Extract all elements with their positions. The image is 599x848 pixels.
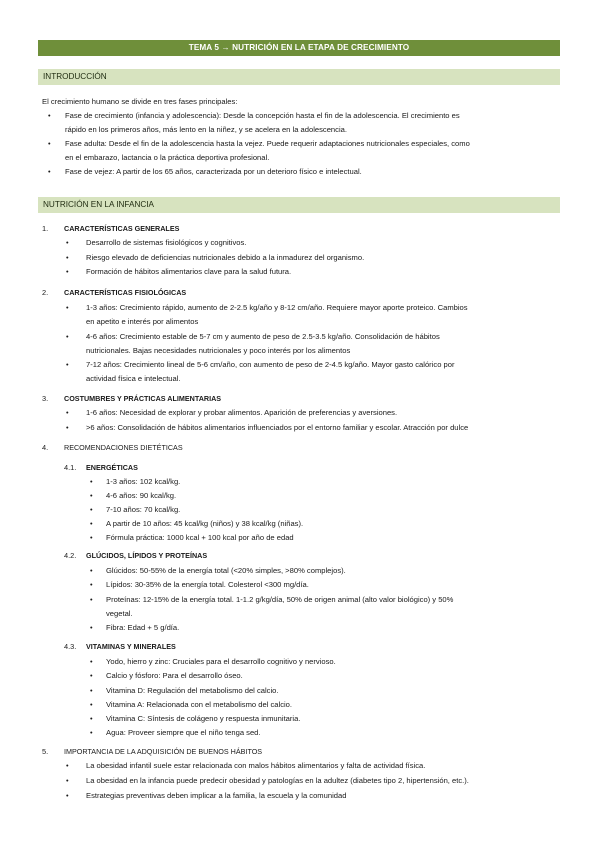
bullet-dot: • xyxy=(66,423,69,432)
bullet-dot: • xyxy=(90,580,93,589)
list-item: Desarrollo de sistemas fisiológicos y cognitivos. xyxy=(86,238,247,247)
list-item: Estrategias preventivas deben implicar a la familia, la escuela y la comunidad xyxy=(86,791,347,800)
subsection-title: VITAMINAS Y MINERALES xyxy=(86,642,176,651)
bullet-dot: • xyxy=(48,139,51,148)
list-item: Agua: Proveer siempre que el niño tenga sed. xyxy=(106,728,261,737)
list-item: Riesgo elevado de deficiencias nutricionales debido a la inmadurez del organismo. xyxy=(86,253,365,262)
bullet-dot: • xyxy=(90,595,93,604)
bullet-dot: • xyxy=(48,167,51,176)
section-header-infancia: NUTRICIÓN EN LA INFANCIA xyxy=(38,197,560,213)
bullet-dot: • xyxy=(66,776,69,785)
bullet-dot: • xyxy=(66,761,69,770)
list-item: La obesidad en la infancia puede predecir obesidad y patologías en la adultez (diabetes tipo 2, hipertensión, etc.). xyxy=(86,776,469,785)
list-item: Calcio y fósforo: Para el desarrollo óseo. xyxy=(106,671,243,680)
subsection-title: GLÚCIDOS, LÍPIDOS Y PROTEÍNAS xyxy=(86,551,208,560)
intro-item: Fase adulta: Desde el fin de la adolescencia hasta la vejez. Puede requerir adaptaciones nutricionales especiales, como xyxy=(65,139,470,148)
intro-item: Fase de crecimiento (infancia y adolescencia): Desde la concepción hasta el fin de la adolescencia. El crecimiento es xyxy=(65,111,460,120)
bullet-dot: • xyxy=(66,267,69,276)
bullet-dot: • xyxy=(90,686,93,695)
list-item: 1-6 años: Necesidad de explorar y probar alimentos. Aparición de preferencias y aversiones. xyxy=(86,408,398,417)
bullet-dot: • xyxy=(90,700,93,709)
list-item: La obesidad infantil suele estar relacionada con malos hábitos alimentarios y falta de actividad física. xyxy=(86,761,426,770)
bullet-dot: • xyxy=(66,238,69,247)
bullet-dot: • xyxy=(66,253,69,262)
subsection-title: CARACTERÍSTICAS GENERALES xyxy=(64,224,180,233)
list-item: Vitamina A: Relacionada con el metabolismo del calcio. xyxy=(106,700,293,709)
document-title: TEMA 5 → NUTRICIÓN EN LA ETAPA DE CRECIMIENTO xyxy=(38,40,560,56)
intro-item-cont: rápido en los primeros años, más lento en la niñez, y se acelera en la adolescencia. xyxy=(65,125,347,134)
intro-lead: El crecimiento humano se divide en tres fases principales: xyxy=(42,97,238,106)
bullet-dot: • xyxy=(90,519,93,528)
intro-item: Fase de vejez: A partir de los 65 años, caracterizada por un deterioro físico e intelectual. xyxy=(65,167,362,176)
list-item: 7-12 años: Crecimiento lineal de 5-6 cm/año, con aumento de peso de 2-4.5 kg/año. Mayor gasto calórico por xyxy=(86,360,455,369)
list-item: Glúcidos: 50-55% de la energía total (<20% simples, >80% complejos). xyxy=(106,566,346,575)
bullet-dot: • xyxy=(66,360,69,369)
list-item: >6 años: Consolidación de hábitos alimentarios influenciados por el entorno familiar y escolar. Atracción por dulce xyxy=(86,423,469,432)
intro-item-cont: en el embarazo, lactancia o la práctica deportiva profesional. xyxy=(65,153,270,162)
subsection-number: 4.1. xyxy=(64,463,77,472)
list-item: Proteínas: 12-15% de la energía total. 1-1.2 g/kg/día, 50% de origen animal (alto valor biológico) y 50% xyxy=(106,595,454,604)
bullet-dot: • xyxy=(90,728,93,737)
list-item: Vitamina C: Síntesis de colágeno y respuesta inmunitaria. xyxy=(106,714,301,723)
list-item-cont: en apetito e interés por alimentos xyxy=(86,317,199,326)
section-number: 1. xyxy=(42,224,49,233)
bullet-dot: • xyxy=(66,791,69,800)
list-item: 1-3 años: 102 kcal/kg. xyxy=(106,477,181,486)
section-number: 2. xyxy=(42,288,49,297)
section-number: 5. xyxy=(42,747,49,756)
subsection-title: CARACTERÍSTICAS FISIOLÓGICAS xyxy=(64,288,187,297)
list-item: Formación de hábitos alimentarios clave para la salud futura. xyxy=(86,267,292,276)
list-item: Fórmula práctica: 1000 kcal + 100 kcal por año de edad xyxy=(106,533,294,542)
bullet-dot: • xyxy=(66,303,69,312)
bullet-dot: • xyxy=(90,657,93,666)
list-item: 1-3 años: Crecimiento rápido, aumento de 2-2.5 kg/año y 8-12 cm/año. Requiere mayor aporte proteico. Cambios xyxy=(86,303,468,312)
bullet-dot: • xyxy=(66,408,69,417)
subsection-number: 4.3. xyxy=(64,642,77,651)
list-item: Yodo, hierro y zinc: Cruciales para el desarrollo cognitivo y nervioso. xyxy=(106,657,336,666)
list-item: 4-6 años: 90 kcal/kg. xyxy=(106,491,177,500)
bullet-dot: • xyxy=(90,533,93,542)
bullet-dot: • xyxy=(90,623,93,632)
section-header-introduccion: INTRODUCCIÓN xyxy=(38,69,560,85)
subsection-title: COSTUMBRES Y PRÁCTICAS ALIMENTARIAS xyxy=(64,394,222,403)
section-number: 4. xyxy=(42,443,49,452)
subsection-title: IMPORTANCIA DE LA ADQUISICIÓN DE BUENOS HÁBITOS xyxy=(64,747,263,756)
bullet-dot: • xyxy=(90,671,93,680)
subsection-number: 4.2. xyxy=(64,551,77,560)
bullet-dot: • xyxy=(90,491,93,500)
list-item: Fibra: Edad + 5 g/día. xyxy=(106,623,180,632)
list-item: 7-10 años: 70 kcal/kg. xyxy=(106,505,181,514)
list-item-cont: nutricionales. Bajas necesidades nutricionales y poco interés por los alimentos xyxy=(86,346,351,355)
list-item: Vitamina D: Regulación del metabolismo del calcio. xyxy=(106,686,279,695)
list-item: A partir de 10 años: 45 kcal/kg (niños) y 38 kcal/kg (niñas). xyxy=(106,519,304,528)
subsection-title: ENERGÉTICAS xyxy=(86,463,138,472)
bullet-dot: • xyxy=(90,714,93,723)
bullet-dot: • xyxy=(90,566,93,575)
list-item-cont: actividad física e intelectual. xyxy=(86,374,181,383)
list-item: Lípidos: 30-35% de la energía total. Colesterol <300 mg/día. xyxy=(106,580,309,589)
bullet-dot: • xyxy=(90,505,93,514)
bullet-dot: • xyxy=(90,477,93,486)
list-item: 4-6 años: Crecimiento estable de 5-7 cm y aumento de peso de 2.5-3.5 kg/año. Consolidación de hábitos xyxy=(86,332,440,341)
bullet-dot: • xyxy=(66,332,69,341)
subsection-title: RECOMENDACIONES DIETÉTICAS xyxy=(64,443,183,452)
bullet-dot: • xyxy=(48,111,51,120)
list-item-cont: vegetal. xyxy=(106,609,133,618)
section-number: 3. xyxy=(42,394,49,403)
